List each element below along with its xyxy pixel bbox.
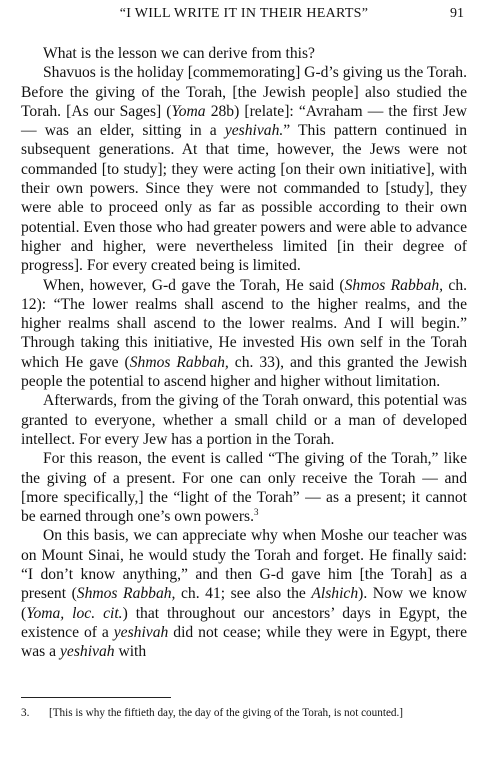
paragraph-6-text: ). Now we know ( [21,585,468,622]
footnote-divider [21,697,171,698]
paragraph-3 [21,276,467,392]
citation-yoma-loc-cit: Yoma, loc. cit. [26,604,123,622]
paragraph-6-text: did not cease; while they were in Egypt, there was a [21,623,467,661]
paragraph-2-text: Shavuos is the holiday [commemorating] G-d’s giving us the Torah. Before the giving of the Torah, [the Jewish people] also studied the Torah. [As our Sages] ( [21,64,467,120]
body-text [21,44,467,662]
paragraph-6 [21,526,467,661]
citation-shmos-rabbah: Shmos Rabbah, [344,276,444,294]
paragraph-6-text: ) that throughout our ancestors’ days in Egypt, the existence of a [21,604,468,641]
paragraph-5-text: For this reason, the event is called “The giving of the Torah,” like the giving of a present. For one can only receive the Torah — and [more specifically,] the “light of the Torah” — as a present; it cannot be earned through one’s own powers. [21,450,467,526]
footnote-3 [21,706,471,720]
paragraph-2-text: 28b) [relate]: “Avraham — the first Jew — was an elder, sitting in a [21,102,467,140]
citation-yoma: Yoma [171,102,206,120]
paragraph-6-text: ch. 41; see also the [175,585,312,603]
paragraph-2 [21,63,467,275]
page-number: 91 [450,6,464,21]
running-title: “I WILL WRITE IT IN THEIR HEARTS” [119,6,369,21]
paragraph-1-text: What is the lesson we can derive from this? [43,45,315,62]
footnote-marker[interactable]: 3 [253,507,259,518]
term-yeshivah: yeshivah [59,643,115,661]
paragraph-5 [21,449,467,526]
paragraph-3-text: ch. 33), and this granted the Jewish people the potential to ascend higher and higher without limitation. [21,353,468,391]
paragraph-3-text: ch. 12): “The lower realms shall ascend to the higher realms, and the higher realms shall ascend to the lower realms. And I will begin.” Through taking this initiative, He invested His own self in the Torah which He gave ( [21,276,468,371]
citation-alshich: Alshich [311,585,359,603]
footnote-number: 3. [21,707,30,719]
term-yeshivah: yeshivah. [224,122,284,140]
citation-shmos-rabbah: Shmos Rabbah, [129,353,229,371]
paragraph-3-text: When, however, G-d gave the Torah, He said ( [43,276,345,294]
citation-shmos-rabbah: Shmos Rabbah, [76,585,176,603]
paragraph-6-text: with [114,643,147,661]
paragraph-2-text: ” This pattern continued in subsequent generations. At that time, however, the Jews were not commanded [to study]; they were acting [on their own initiative], with their own powers. Since they were not commanded to [study], they were able to proceed only as far as possible according to their own potential. Even those who had greater powers and were able to advance higher and higher, were nevertheless limited [in their degree of progress]. For every created being is limited. [21,122,467,275]
paragraph-6-text: On this basis, we can appreciate why when Moshe our teacher was on Mount Sinai, he would study the Torah and forget. He finally said: “I don’t know anything,” and then G-d gave him [the Torah] as a present ( [21,527,467,603]
paragraph-4-text: Afterwards, from the giving of the Torah onward, this potential was granted to everyone, whether a small child or a man of developed intellect. For every Jew has a portion in the Torah. [21,392,467,448]
footnote-text: [This is why the fiftieth day, the day of the giving of the Torah, is not counted.] [49,707,404,719]
running-header [20,6,468,24]
paragraph-4 [21,391,467,449]
paragraph-1 [21,44,467,63]
term-yeshivah: yeshivah [113,623,169,641]
